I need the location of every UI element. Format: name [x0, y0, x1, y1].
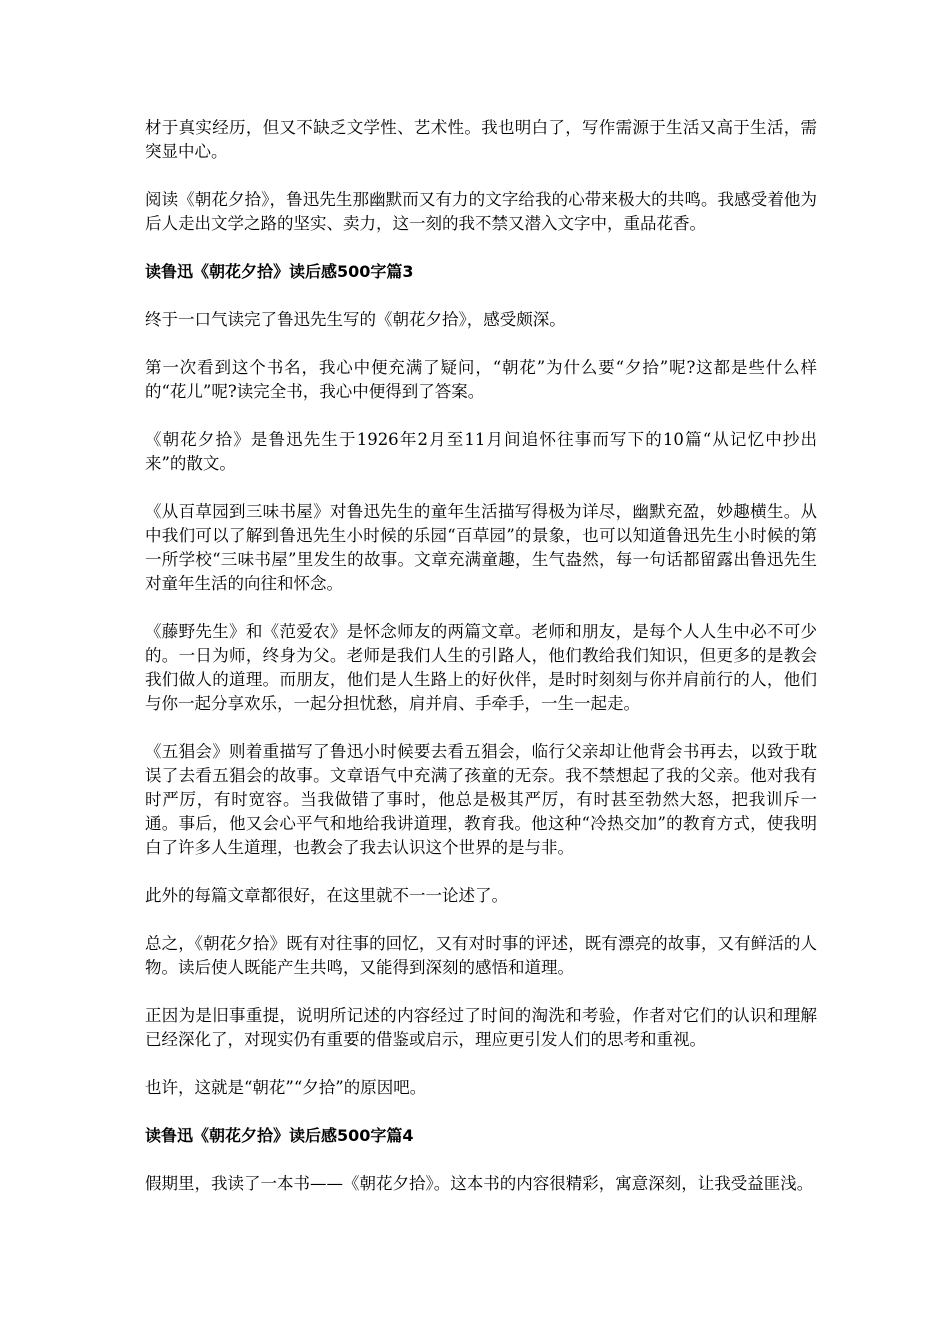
- paragraph: 此外的每篇文章都很好，在这里就不一一论述了。: [145, 886, 508, 905]
- paragraph: 《从百草园到三味书屋》对鲁迅先生的童年生活描写得极为详尽，幽默充盈，妙趣横生。从中我们可以了解到鲁迅先生小时候的乐园“百草园”的景象，也可以知道鲁迅先生小时候的第一所学校“三味书屋”里发生的故事。文章充满童趣，生气盎然，每一句话都留露出鲁迅先生对童年生活的向往和怀念。: [145, 502, 817, 593]
- paragraph: 《五猖会》则着重描写了鲁迅小时候要去看五猖会，临行父亲却让他背会书再去，以致于耽误了去看五猖会的故事。文章语气中充满了孩童的无奈。我不禁想起了我的父亲。他对我有时严厉，有时宽容。当我做错了事时，他总是极其严厉，有时甚至勃然大怒，把我训斥一通。事后，他又会心平气和地给我讲道理，教育我。他这种“冷热交加”的教育方式，使我明白了许多人生道理，也教会了我去认识这个世界的是与非。: [145, 742, 817, 857]
- paragraph: 《藤野先生》和《范爱农》是怀念师友的两篇文章。老师和朋友，是每个人人生中必不可少的。一日为师，终身为父。老师是我们人生的引路人，他们教给我们知识，但更多的是教会我们做人的道理。而朋友，他们是人生路上的好伙伴，是时时刻刻与你并肩前行的人，他们与你一起分享欢乐，一起分担忧愁，肩并肩、手牵手，一生一起走。: [145, 622, 817, 713]
- paragraph: 也许，这就是“朝花”“夕拾”的原因吧。: [145, 1078, 427, 1097]
- paragraph: 《朝花夕拾》是鲁迅先生于1926年2月至11月间追怀往事而写下的10篇“从记忆中抄出来”的散文。: [145, 430, 817, 473]
- paragraph: 材于真实经历，但又不缺乏文学性、艺术性。我也明白了，写作需源于生活又高于生活，需突显中心。: [145, 118, 817, 161]
- paragraph: 正因为是旧事重提，说明所记述的内容经过了时间的淘洗和考验，作者对它们的认识和理解已经深化了，对现实仍有重要的借鉴或启示，理应更引发人们的思考和重视。: [145, 1006, 817, 1049]
- paragraph: 总之，《朝花夕拾》既有对往事的回忆，又有对时事的评述，既有漂亮的故事，又有鲜活的人物。读后使人既能产生共鸣，又能得到深刻的感悟和道理。: [145, 934, 817, 977]
- section-heading: 读鲁迅《朝花夕拾》读后感500字篇4: [145, 1126, 414, 1145]
- document-body: [145, 116, 817, 1220]
- paragraph: 第一次看到这个书名，我心中便充满了疑问，“朝花”为什么要“夕拾”呢?这都是些什么样的“花儿”呢?读完全书，我心中便得到了答案。: [145, 358, 817, 401]
- section-heading: 读鲁迅《朝花夕拾》读后感500字篇3: [145, 262, 414, 281]
- paragraph: 终于一口气读完了鲁迅先生写的《朝花夕拾》，感受颇深。: [145, 310, 566, 329]
- paragraph: 阅读《朝花夕拾》，鲁迅先生那幽默而又有力的文字给我的心带来极大的共鸣。我感受着他为后人走出文学之路的坚实、卖力，这一刻的我不禁又潜入文字中，重品花香。: [145, 190, 817, 233]
- paragraph: 假期里，我读了一本书——《朝花夕拾》。这本书的内容很精彩，寓意深刻，让我受益匪浅。: [145, 1174, 814, 1193]
